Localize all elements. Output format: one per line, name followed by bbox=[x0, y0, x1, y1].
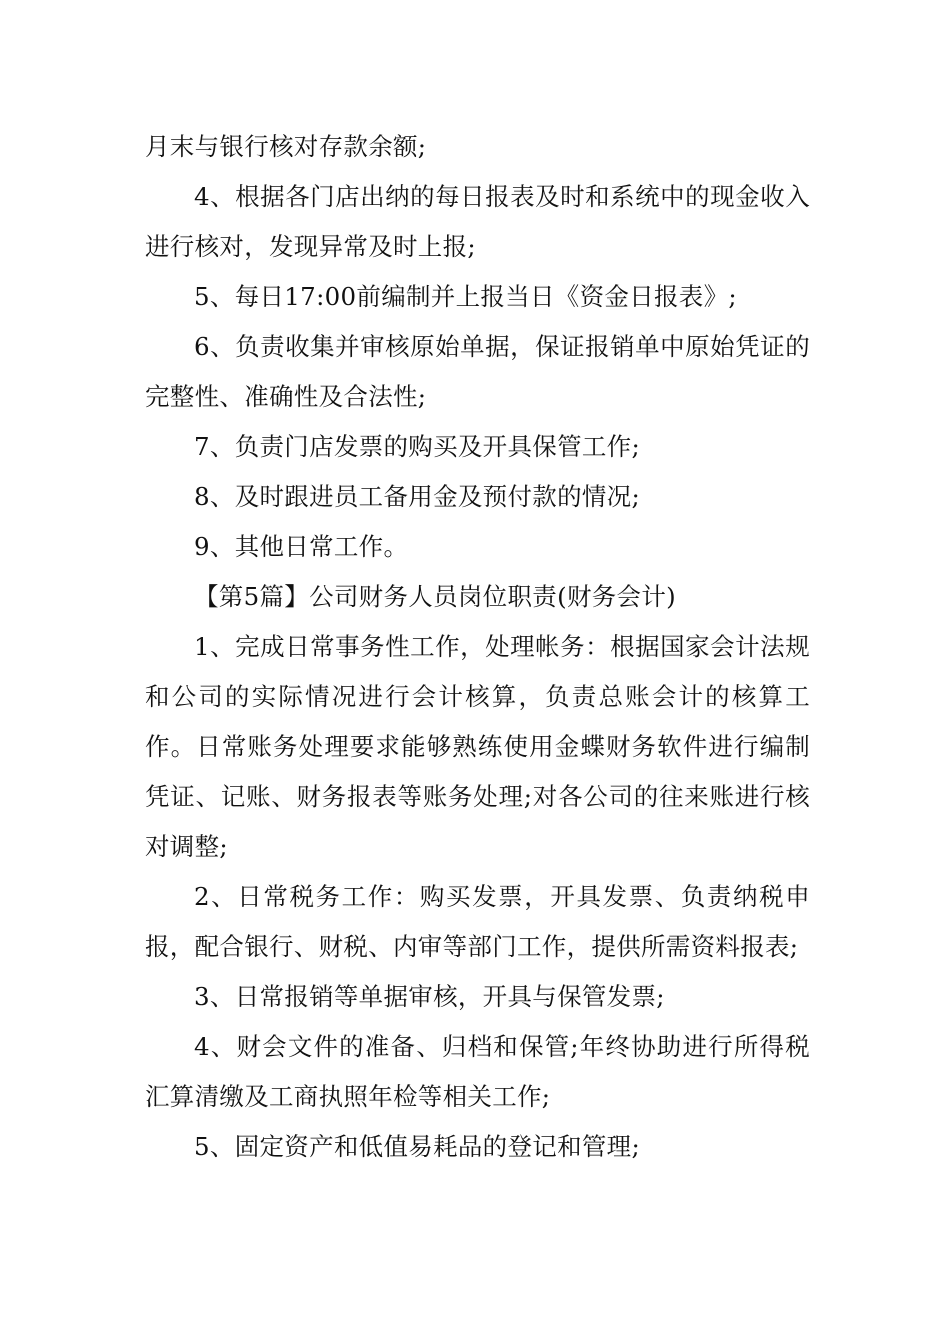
section-heading-part-5: 【第5篇】公司财务人员岗位职责(财务会计) bbox=[194, 582, 677, 611]
paragraph-bank-reconciliation: 月末与银行核对存款余额; bbox=[145, 132, 427, 161]
paragraph-duty-1-bookkeeping: 1、完成日常事务性工作，处理帐务：根据国家会计法规和公司的实际情况进行会计核算，负责总账会计的核算工作。日常账务处理要求能够熟练使用金蝶财务软件进行编制凭证、记账、财务报表等账务处理;对各公司的往来账进行核对调整; bbox=[145, 632, 810, 861]
paragraph-duty-4-archiving: 4、财会文件的准备、归档和保管;年终协助进行所得税汇算清缴及工商执照年检等相关工作; bbox=[145, 1032, 810, 1111]
paragraph-item-8-petty-cash: 8、及时跟进员工备用金及预付款的情况; bbox=[194, 482, 641, 511]
paragraph-duty-2-tax: 2、日常税务工作：购买发票，开具发票、负责纳税申报，配合银行、财税、内审等部门工作，提供所需资料报表; bbox=[145, 882, 810, 961]
paragraph-item-7-invoices: 7、负责门店发票的购买及开具保管工作; bbox=[194, 432, 641, 461]
paragraph-item-9-other: 9、其他日常工作。 bbox=[194, 532, 409, 561]
document-body bbox=[145, 122, 810, 1172]
paragraph-duty-5-fixed-assets: 5、固定资产和低值易耗品的登记和管理; bbox=[194, 1132, 641, 1161]
paragraph-item-5-daily-report: 5、每日17:00前编制并上报当日《资金日报表》; bbox=[194, 282, 737, 311]
paragraph-duty-3-reimbursement: 3、日常报销等单据审核，开具与保管发票; bbox=[194, 982, 665, 1011]
paragraph-item-6-voucher-review: 6、负责收集并审核原始单据，保证报销单中原始凭证的完整性、准确性及合法性; bbox=[145, 332, 810, 411]
paragraph-item-4-cash-check: 4、根据各门店出纳的每日报表及时和系统中的现金收入进行核对，发现异常及时上报; bbox=[145, 182, 810, 261]
